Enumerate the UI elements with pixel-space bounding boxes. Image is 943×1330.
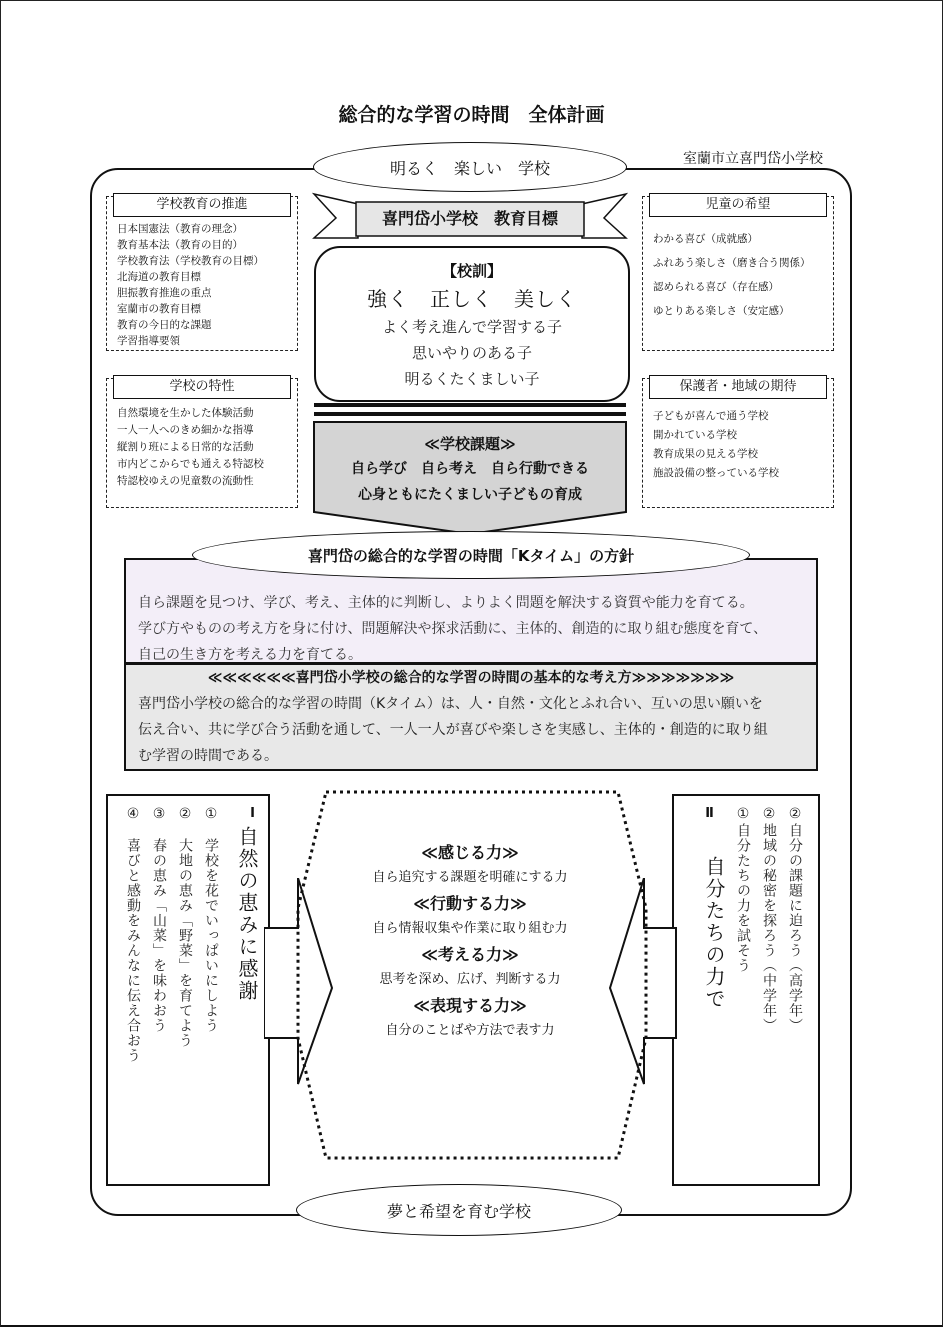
section1-numeral: Ⅰ bbox=[245, 806, 260, 821]
top-motto-ellipse bbox=[313, 142, 627, 192]
list-item: 開かれている学校 bbox=[653, 429, 737, 441]
basic-idea-line: 伝え合い、共に学び合う活動を通して、一人一人が喜びや楽しさを実感し、主体的・創造的に取り組 bbox=[138, 722, 768, 738]
list-item: 学習指導要領 bbox=[117, 335, 180, 347]
school-features-heading: 学校の特性 bbox=[113, 375, 291, 399]
section2-items bbox=[730, 806, 808, 1033]
bottom-motto: 夢と希望を育む学校 bbox=[386, 1201, 531, 1221]
policy-line: 学び方やものの考え方を身に付け、問題解決や探求活動に、主体的、創造的に取り組む態度を育て、 bbox=[138, 621, 768, 637]
school-issue-line: 自ら学び 自ら考え 自ら行動できる bbox=[351, 461, 589, 477]
list-item: 教育成果の見える学校 bbox=[653, 448, 758, 460]
list-item: 子どもが喜んで通う学校 bbox=[653, 410, 769, 422]
basic-idea-line: む学習の時間である。 bbox=[138, 748, 278, 764]
top-motto: 明るく 楽しい 学校 bbox=[389, 158, 550, 178]
section2-title: 自分たちの力で bbox=[702, 856, 726, 1010]
list-item: 室蘭市の教育目標 bbox=[117, 303, 201, 315]
powers-list bbox=[330, 840, 610, 1044]
school-features-box bbox=[106, 378, 298, 508]
school-issue-line: 心身ともにたくましい子どもの育成 bbox=[358, 487, 582, 503]
section1-box bbox=[106, 794, 270, 1186]
list-item: 胆振教育推進の重点 bbox=[117, 287, 212, 299]
policy-text bbox=[138, 590, 808, 668]
community-expectations-box bbox=[642, 378, 834, 508]
kokun-box bbox=[314, 246, 630, 402]
power-name: ≪行動する力≫ bbox=[413, 894, 527, 913]
children-hopes-box bbox=[642, 196, 834, 351]
policy-heading-ellipse bbox=[192, 531, 750, 579]
school-education-heading: 学校教育の推進 bbox=[113, 193, 291, 217]
section2-item: ②自分の課題に迫ろう（高学年） bbox=[787, 806, 803, 1033]
goal-banner-text: 喜門岱小学校 教育目標 bbox=[381, 209, 558, 228]
list-item: 教育の今日的な課題 bbox=[117, 319, 212, 331]
page-title: 総合的な学習の時間 全体計画 bbox=[338, 104, 605, 126]
section1-title: 自然の恵みに感謝 bbox=[235, 826, 259, 1002]
policy-line: 自ら課題を見つけ、学び、考え、主体的に判断し、よりよく問題を解決する資質や能力を育てる。 bbox=[138, 595, 754, 611]
power-name: ≪考える力≫ bbox=[421, 945, 519, 964]
bottom-motto-ellipse bbox=[296, 1184, 622, 1236]
list-item: 教育基本法（教育の目的） bbox=[117, 239, 243, 251]
policy-heading: 喜門岱の総合的な学習の時間「Kタイム」の方針 bbox=[307, 546, 635, 565]
kokun-label: 【校訓】 bbox=[441, 262, 502, 280]
power-name: ≪表現する力≫ bbox=[413, 996, 527, 1015]
kokun-line: よく考え進んで学習する子 bbox=[381, 318, 562, 336]
list-item: 自然環境を生かした体験活動 bbox=[117, 407, 254, 419]
divider-bar bbox=[314, 403, 626, 407]
list-item: ゆとりある楽しさ（安定感） bbox=[653, 305, 790, 317]
basic-idea-box bbox=[124, 663, 818, 771]
list-item: 特認校ゆえの児童数の流動性 bbox=[117, 475, 254, 487]
section1-item: ① 学校を花でいっぱいにしよう bbox=[203, 806, 219, 1033]
section2-box bbox=[672, 794, 820, 1186]
basic-idea-heading: ≪≪≪≪≪≪喜門岱小学校の総合的な学習の時間の基本的な考え方≫≫≫≫≫≫≫ bbox=[207, 670, 735, 686]
section1-item: ② 大地の恵み「野菜」を育てよう bbox=[177, 806, 193, 1048]
basic-idea-text bbox=[138, 691, 808, 769]
list-item: 学校教育法（学校教育の目標） bbox=[117, 255, 264, 267]
children-hopes-list bbox=[653, 227, 829, 323]
kokun-line: 明るくたくましい子 bbox=[404, 370, 540, 388]
basic-idea-line: 喜門岱小学校の総合的な学習の時間（Kタイム）は、人・自然・文化とふれ合い、互いの思い願いを bbox=[138, 696, 763, 712]
community-expectations-heading: 保護者・地域の期待 bbox=[649, 375, 827, 399]
list-item: 北海道の教育目標 bbox=[117, 271, 201, 283]
power-name: ≪感じる力≫ bbox=[421, 843, 519, 862]
section1-items bbox=[120, 806, 224, 1063]
list-item: 施設設備の整っている学校 bbox=[653, 467, 779, 479]
list-item: 日本国憲法（教育の理念） bbox=[117, 223, 243, 235]
power-desc: 自ら追究する課題を明確にする力 bbox=[372, 870, 568, 885]
list-item: 一人一人へのきめ細かな指導 bbox=[117, 424, 254, 436]
kokun-line: 思いやりのある子 bbox=[411, 344, 532, 362]
school-features-list bbox=[117, 405, 293, 490]
policy-line: 自己の生き方を考える力を育てる。 bbox=[138, 647, 362, 663]
school-issue bbox=[314, 432, 626, 508]
list-item: ふれあう楽しさ（磨き合う関係） bbox=[653, 257, 811, 269]
kokun-main: 強く 正しく 美しく bbox=[367, 287, 577, 311]
kokun-lines bbox=[316, 314, 628, 392]
school-name: 室蘭市立喜門岱小学校 bbox=[683, 151, 823, 167]
section2-item: ②地域の秘密を探ろう（中学年） bbox=[761, 806, 777, 1033]
children-hopes-heading: 児童の希望 bbox=[649, 193, 827, 217]
list-item: 認められる喜び（存在感） bbox=[653, 281, 779, 293]
community-expectations-list bbox=[653, 407, 829, 483]
section1-item: ③ 春の恵み「山菜」を味わおう bbox=[151, 806, 167, 1033]
section2-item: ①自分たちの力を試そう bbox=[735, 806, 751, 973]
school-education-box bbox=[106, 196, 298, 351]
power-desc: 自分のことばや方法で表す力 bbox=[385, 1023, 555, 1038]
section1-item: ④ 喜びと感動をみんなに伝え合おう bbox=[125, 806, 141, 1063]
divider-bar bbox=[314, 412, 626, 416]
section2-numeral: Ⅱ bbox=[702, 806, 717, 821]
list-item: 市内どこからでも通える特認校 bbox=[117, 458, 264, 470]
list-item: わかる喜び（成就感） bbox=[653, 233, 758, 245]
school-education-list bbox=[117, 221, 293, 349]
school-issue-heading: ≪学校課題≫ bbox=[424, 435, 516, 453]
power-desc: 思考を深め、広げ、判断する力 bbox=[379, 972, 561, 987]
power-desc: 自ら情報収集や作業に取り組む力 bbox=[372, 921, 568, 936]
list-item: 縦割り班による日常的な活動 bbox=[117, 441, 254, 453]
